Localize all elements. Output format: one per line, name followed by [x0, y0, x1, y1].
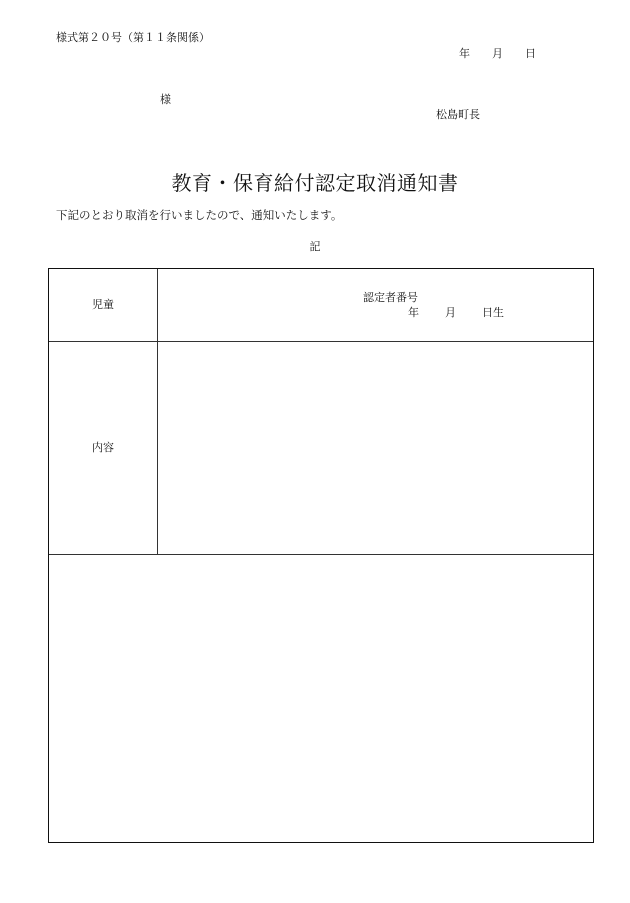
birth-year-label: 年 — [408, 306, 419, 319]
intro-text: 下記のとおり取消を行いましたので、通知いたします。 — [56, 208, 343, 222]
record-heading: 記 — [309, 240, 321, 253]
child-value-cell[interactable] — [158, 269, 593, 341]
certification-number-label: 認定者番号 — [363, 291, 418, 304]
document-title: 教育・保育給付認定取消通知書 — [171, 171, 459, 195]
child-label: 児童 — [92, 298, 114, 311]
birth-day-label: 日生 — [482, 306, 504, 319]
contents-value-cell[interactable] — [158, 342, 593, 554]
birth-date — [408, 306, 504, 320]
addressee-honorific: 様 — [160, 93, 171, 106]
notice-table — [48, 268, 594, 843]
issue-date — [459, 47, 536, 61]
child-row — [49, 269, 593, 342]
date-month-label: 月 — [492, 47, 503, 60]
date-year-label: 年 — [459, 47, 470, 60]
form-number: 様式第２０号（第１１条関係） — [56, 31, 210, 44]
contents-label-cell — [49, 342, 158, 554]
child-label-cell — [49, 269, 158, 341]
birth-month-label: 月 — [445, 306, 456, 319]
remarks-area[interactable] — [49, 555, 593, 842]
issuer-name: 松島町長 — [436, 108, 480, 121]
date-day-label: 日 — [525, 47, 536, 60]
contents-row — [49, 342, 593, 555]
contents-label: 内容 — [92, 441, 114, 454]
